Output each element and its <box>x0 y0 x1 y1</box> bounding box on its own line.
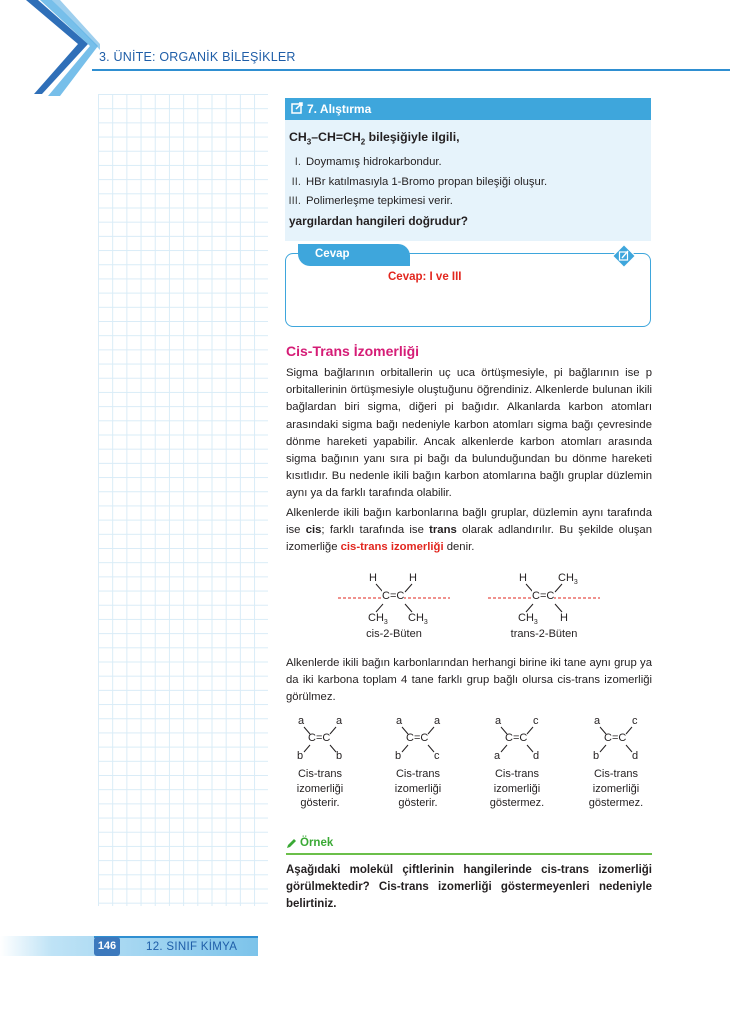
exercise-question: yargılardan hangileri doğrudur? <box>289 214 468 228</box>
exercise-formula: $CH_3-CH=CH_2$ bileşiğiyle ilgili, <box>289 130 460 147</box>
pencil-icon <box>286 838 297 849</box>
exercise-icon <box>291 102 303 114</box>
exercise-title: 7. Alıştırma <box>307 102 372 116</box>
example-caption: Cis-trans izomerliği göstermez. <box>489 768 545 809</box>
ornek-text: Aşağıdaki molekül çiftlerinin hangilerinde cis-trans izomerliği görülmektedir? Cis-trans izomerliği göstermeyenleri nedeniyle belirtiniz. <box>286 864 652 910</box>
header-chevron-decoration <box>0 0 100 96</box>
edit-icon <box>611 243 637 269</box>
header-rule <box>92 69 730 71</box>
exercise-header <box>285 98 651 120</box>
example-structure: a a C=C b b <box>297 715 343 762</box>
example-caption: Cis-trans izomerliği göstermez. <box>588 768 644 809</box>
paragraph-sigma-pi: Sigma bağlarının orbitallerin uç uca örtüşmesiyle, pi bağlarının ise p orbitallerinin örtüşmesiyle oluştuğunu öğrendiniz. Alkenlerde bulunan ikili bağlardan biri sigma, diğeri pi bağıdır. Alkanlarda karbon atomları arasındaki sigma bağı nedeniyle karbon atomları sigma bağı çevresinde dönme hareketi yapabilir. Ancak alkenlerde karbon atomları arasında sigma bağının yanı sıra pi bağı da bulunduğundan bu dönme hareketi kısıtlıdır. Bu nedenle ikili bağın karbon atomlarına bağlı gruplar düzlemin aynı ya da farklı tarafında olabilir. <box>286 367 652 500</box>
example-caption: Cis-trans izomerliği gösterir. <box>296 768 344 809</box>
paragraph-cis-trans-definition: Alkenlerde ikili bağın karbonlarına bağlı gruplar, düzlemin aynı tarafında ise cis; farklı tarafında ise trans olarak adlandırılır. Bu şekilde oluşan izomerliğe cis-trans izomerliği denir. <box>286 507 652 554</box>
note-grid <box>98 94 268 906</box>
answer-tab: Cevap <box>298 244 410 266</box>
example-caption: Cis-trans izomerliği gösterir. <box>394 768 442 809</box>
example-structure: a c C=C a d <box>494 715 540 762</box>
cis-2-butene-label: cis-2-Büten <box>366 628 422 640</box>
answer-text: Cevap: I ve III <box>388 271 462 283</box>
exercise-item: II. HBr katılmasıyla 1-Bromo propan bileşiği oluşur. <box>291 176 548 188</box>
cis-2-butene-structure: H H C=C $CH_3$ $CH_3$ cis-2-Büten <box>334 570 454 642</box>
footer-title: 12. SINIF KİMYA <box>146 941 238 953</box>
paragraph-no-isomerism: Alkenlerde ikili bağın karbonlarından herhangi birine iki tane aynı grup ya da iki karbona toplam 4 tane farklı grup bağlı olursa cis-trans izomerliği görülmez. <box>286 657 652 704</box>
exercise-item: III. Polimerleşme tepkimesi verir. <box>288 195 453 207</box>
page-number: 146 <box>94 937 120 956</box>
example-structure: a a C=C b c <box>395 715 441 762</box>
trans-2-butene-label: trans-2-Büten <box>510 628 578 640</box>
example-structure: a c C=C b d <box>593 715 639 762</box>
unit-title: 3. ÜNİTE: ORGANİK BİLEŞİKLER <box>99 50 296 64</box>
trans-2-butene-structure: H $CH_3$ C=C $CH_3$ H trans-2-Büten <box>484 570 604 642</box>
section-title: Cis-Trans İzomerliği <box>286 343 420 359</box>
exercise-item: I. Doymamış hidrokarbondur. <box>294 156 442 168</box>
ornek-rule <box>286 853 652 855</box>
